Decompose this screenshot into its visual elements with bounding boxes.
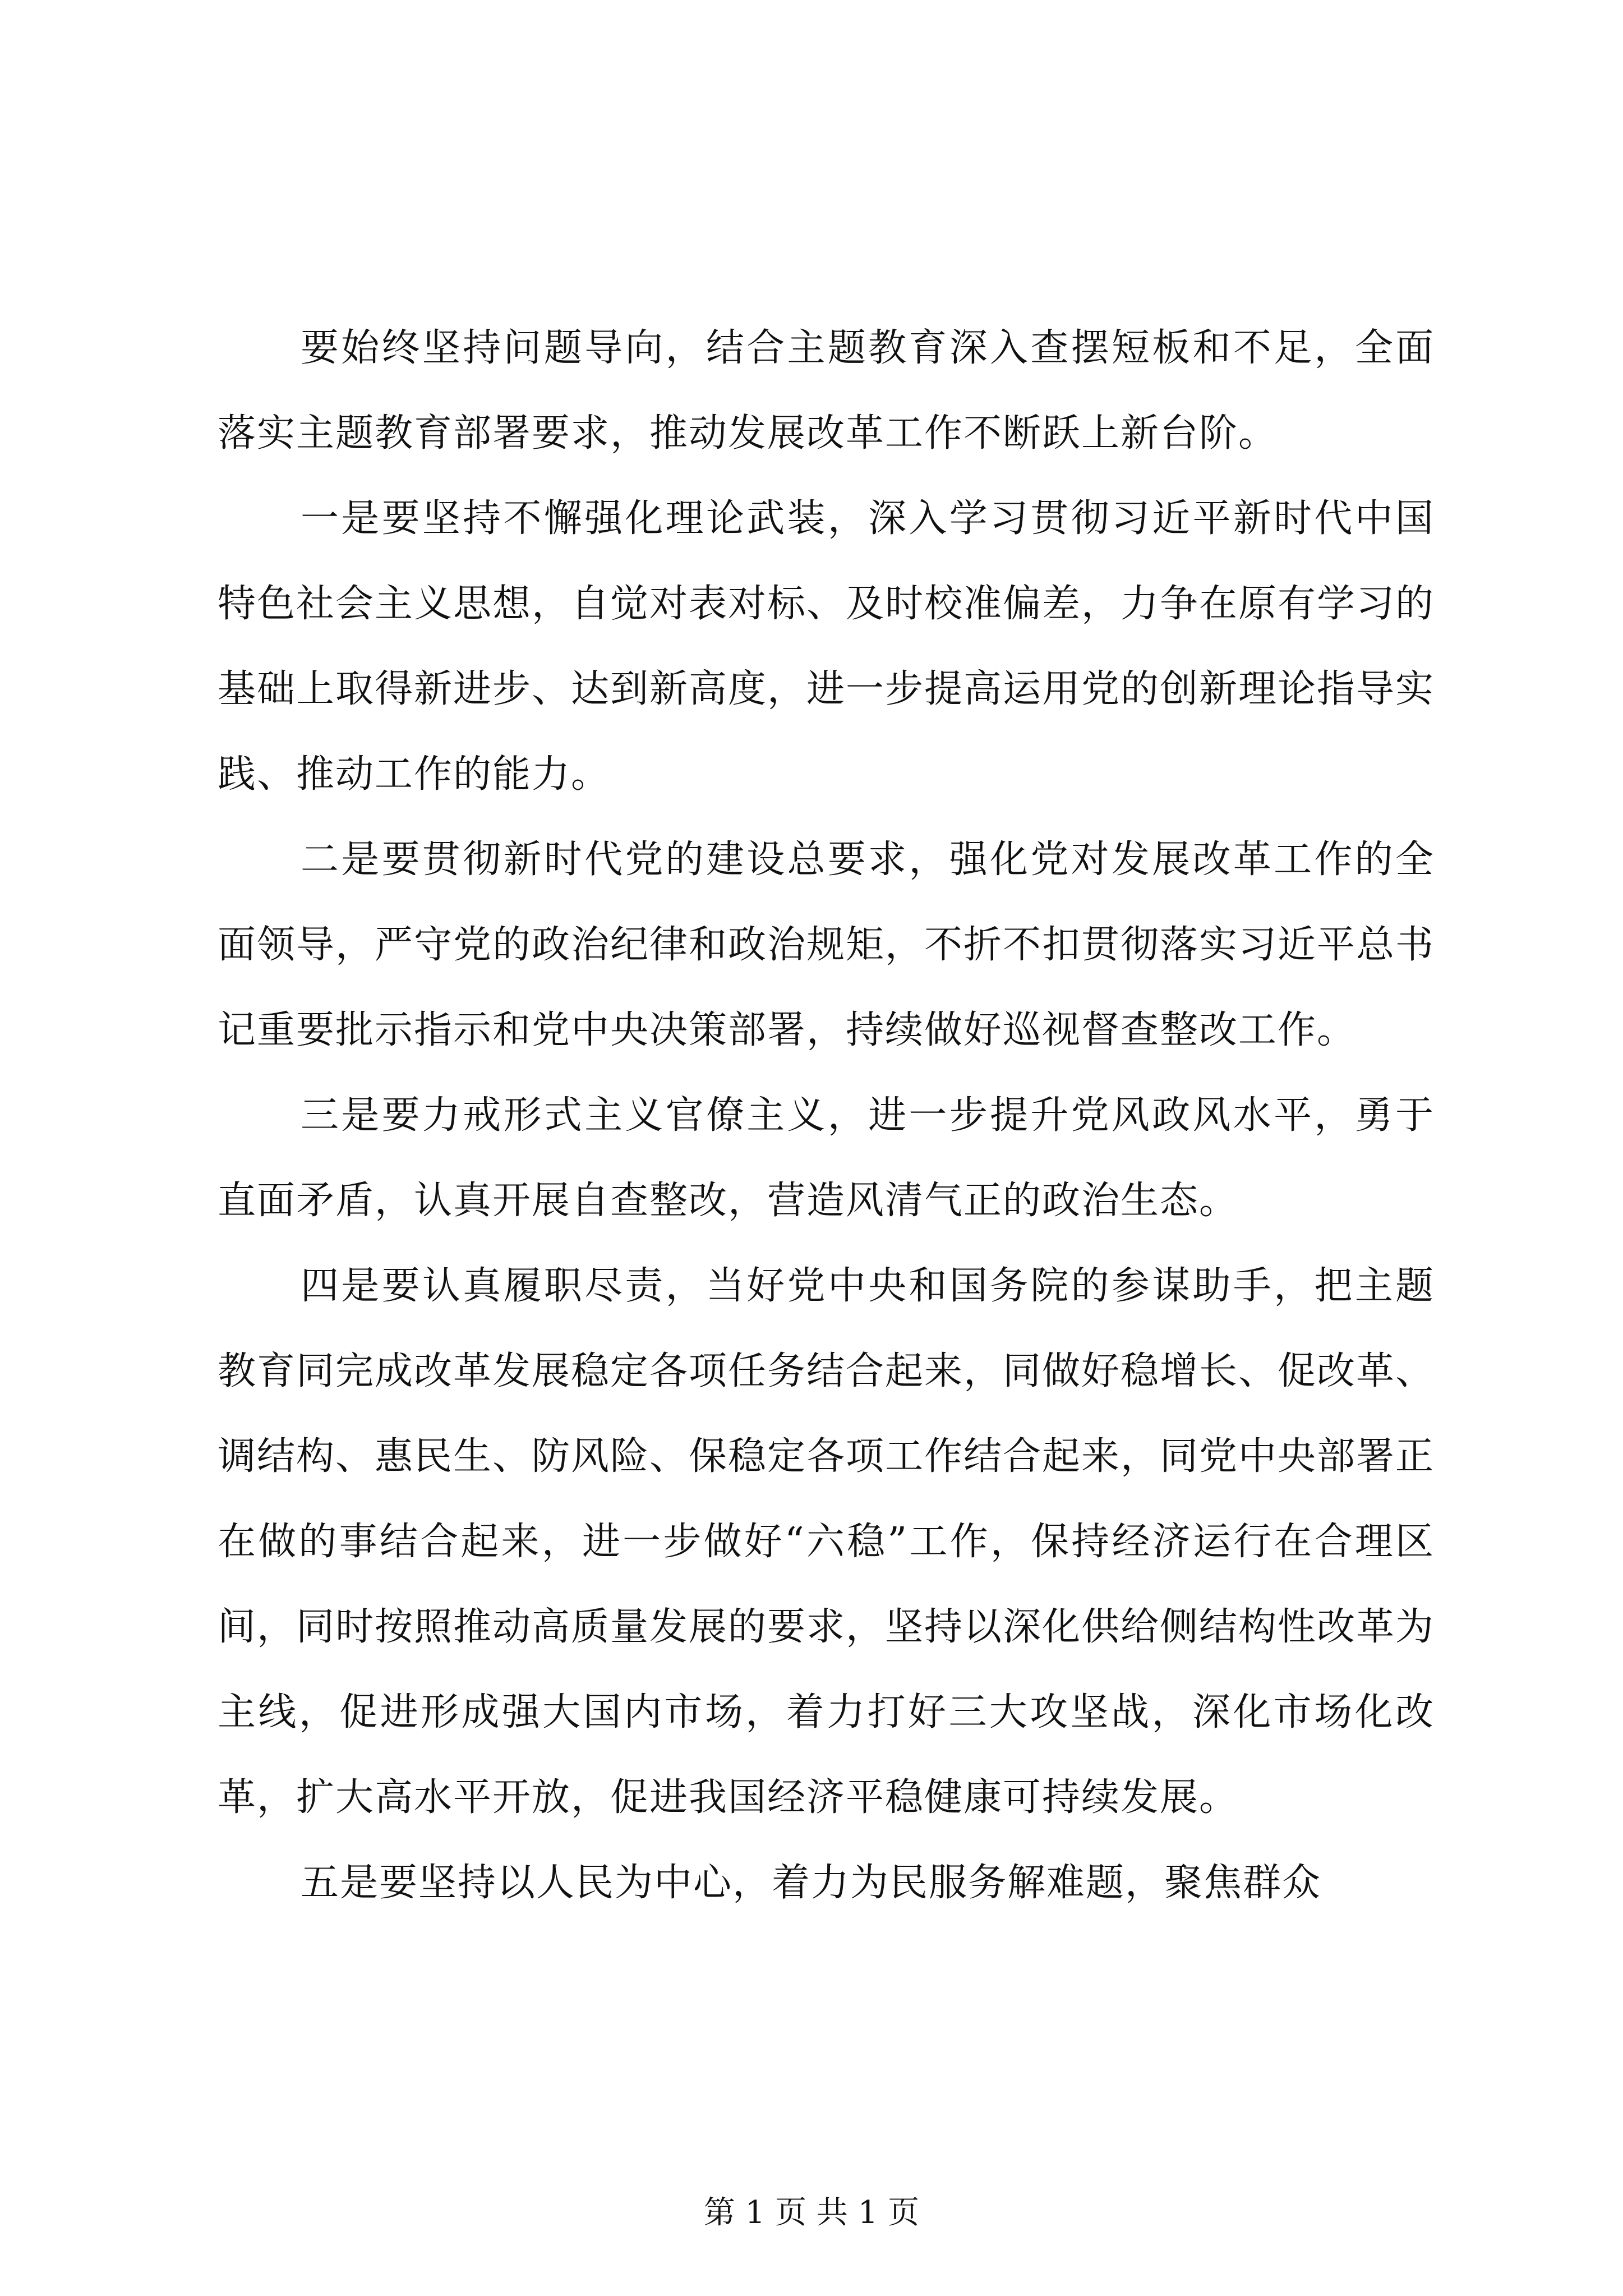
paragraph-point-2: 二是要贯彻新时代党的建设总要求，强化党对发展改革工作的全面领导，严守党的政治纪律和政治规矩，不折不扣贯彻落实习近平总书记重要批示指示和党中央决策部署，持续做好巡视督查整改工作。 — [218, 838, 1435, 1052]
paragraph-point-5: 五是要坚持以人民为中心，着力为民服务解难题，聚焦群众 — [301, 1861, 1322, 1905]
paragraph-point-4: 四是要认真履职尽责，当好党中央和国务院的参谋助手，把主题教育同完成改革发展稳定各项任务结合起来，同做好稳增长、促改革、调结构、惠民生、防风险、保稳定各项工作结合起来，同党中央部署正在做的事结合起来，进一步做好“六稳”工作，保持经济运行在合理区间，同时按照推动高质量发展的要求，坚持以深化供给侧结构性改革为主线，促进形成强大国内市场，着力打好三大攻坚战，深化市场化改革，扩大高水平开放，促进我国经济平稳健康可持续发展。 — [218, 1264, 1435, 1820]
paragraph-point-3: 三是要力戒形式主义官僚主义，进一步提升党风政风水平，勇于直面矛盾，认真开展自查整改，营造风清气正的政治生态。 — [218, 1093, 1435, 1223]
page-number-footer: 第 1 页 共 1 页 — [703, 2194, 920, 2231]
document-body — [218, 306, 1435, 1926]
paragraph-intro: 要始终坚持问题导向，结合主题教育深入查摆短板和不足，全面落实主题教育部署要求，推动发展改革工作不断跃上新台阶。 — [218, 326, 1435, 455]
paragraph-point-1: 一是要坚持不懈强化理论武装，深入学习贯彻习近平新时代中国特色社会主义思想，自觉对表对标、及时校准偏差，力争在原有学习的基础上取得新进步、达到新高度，进一步提高运用党的创新理论指导实践、推动工作的能力。 — [218, 496, 1435, 797]
